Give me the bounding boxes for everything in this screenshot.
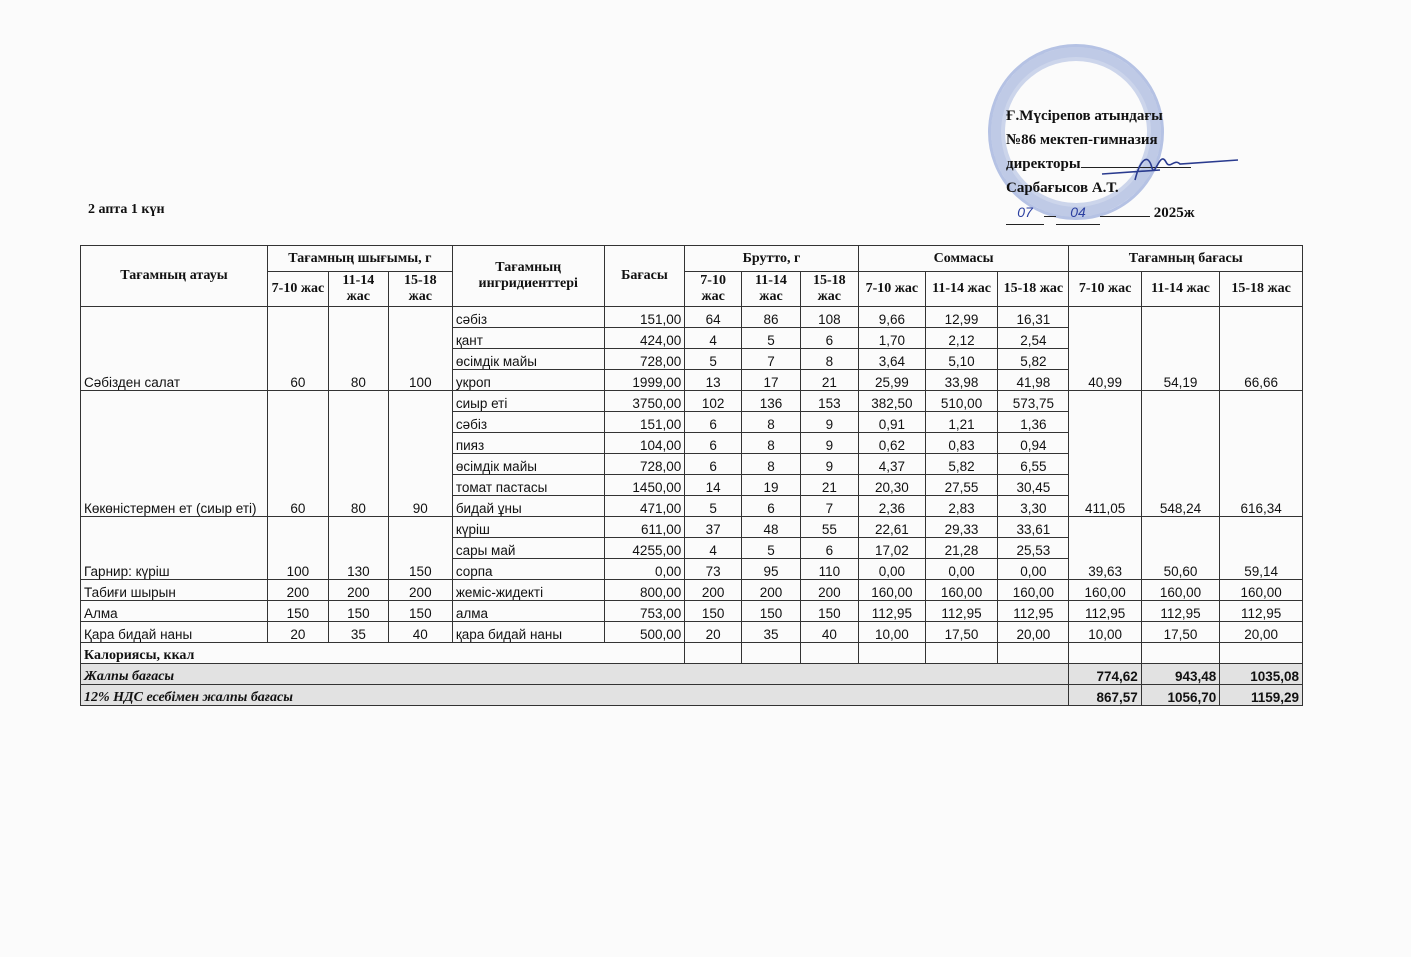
dish-yield: 130 [328, 517, 388, 580]
brutto-value: 7 [800, 496, 858, 517]
brutto-value: 48 [742, 517, 801, 538]
dish-name: Алма [81, 601, 268, 622]
food-price: 59,14 [1220, 517, 1303, 580]
ingredient-price: 4255,00 [604, 538, 685, 559]
brutto-value: 6 [742, 496, 801, 517]
brutto-value: 6 [800, 328, 858, 349]
ingredient-price: 471,00 [604, 496, 685, 517]
brutto-value: 110 [800, 559, 858, 580]
brutto-value: 108 [800, 307, 858, 328]
ingredient-name: сары май [452, 538, 604, 559]
brutto-value: 8 [742, 454, 801, 475]
total-vat-value: 1056,70 [1141, 685, 1220, 706]
approval-line-2: №86 мектеп-гимназия [1006, 132, 1158, 148]
dish-yield: 100 [267, 517, 328, 580]
food-price: 160,00 [1220, 580, 1303, 601]
sum-value: 0,62 [858, 433, 925, 454]
brutto-value: 35 [742, 622, 801, 643]
sum-value: 3,30 [998, 496, 1069, 517]
food-price: 112,95 [1141, 601, 1220, 622]
sum-value: 25,53 [998, 538, 1069, 559]
dish-name: Көкөністермен ет (сиыр еті) [81, 391, 268, 517]
approval-line-1: Ғ.Мүсірепов атындағы [1006, 108, 1163, 124]
ingredient-price: 104,00 [604, 433, 685, 454]
sum-value: 1,36 [998, 412, 1069, 433]
sum-value: 573,75 [998, 391, 1069, 412]
total-value: 774,62 [1069, 664, 1141, 685]
food-price: 10,00 [1069, 622, 1141, 643]
dish-yield: 80 [328, 307, 388, 391]
table-row [81, 307, 1303, 328]
header-age: 15-18 жас [998, 272, 1069, 307]
food-price: 40,99 [1069, 307, 1141, 391]
food-price: 548,24 [1141, 391, 1220, 517]
header-age: 11-14 жас [925, 272, 997, 307]
table-row [81, 391, 1303, 412]
total-label: Жалпы бағасы [81, 664, 1069, 685]
ingredient-name: укроп [452, 370, 604, 391]
brutto-value: 86 [742, 307, 801, 328]
dish-name: Гарнир: күріш [81, 517, 268, 580]
ingredient-price: 728,00 [604, 454, 685, 475]
dish-yield: 100 [388, 307, 452, 391]
table-row [81, 622, 1303, 643]
brutto-value: 20 [685, 622, 742, 643]
sum-value: 0,91 [858, 412, 925, 433]
ingredient-price: 1999,00 [604, 370, 685, 391]
sum-value: 0,94 [998, 433, 1069, 454]
sum-value: 2,54 [998, 328, 1069, 349]
brutto-value: 136 [742, 391, 801, 412]
sum-value: 16,31 [998, 307, 1069, 328]
sum-value: 27,55 [925, 475, 997, 496]
brutto-value: 9 [800, 412, 858, 433]
ingredient-price: 151,00 [604, 412, 685, 433]
header-ingredients: Тағамның ингридиенттері [452, 246, 604, 307]
sum-value: 112,95 [858, 601, 925, 622]
table-row [81, 517, 1303, 538]
ingredient-name: бидай ұны [452, 496, 604, 517]
sum-value: 160,00 [925, 580, 997, 601]
header-food-price: Тағамның бағасы [1069, 246, 1303, 272]
header-age: 15-18 жас [1220, 272, 1303, 307]
brutto-value: 150 [742, 601, 801, 622]
ingredient-name: күріш [452, 517, 604, 538]
dish-name: Сәбізден салат [81, 307, 268, 391]
ingredient-name: алма [452, 601, 604, 622]
food-price: 17,50 [1141, 622, 1220, 643]
header-age: 7-10 жас [267, 272, 328, 307]
sum-value: 17,50 [925, 622, 997, 643]
sum-value: 6,55 [998, 454, 1069, 475]
ingredient-price: 611,00 [604, 517, 685, 538]
ingredient-price: 753,00 [604, 601, 685, 622]
brutto-value: 8 [742, 433, 801, 454]
ingredient-price: 151,00 [604, 307, 685, 328]
sum-value: 5,82 [925, 454, 997, 475]
sum-value: 382,50 [858, 391, 925, 412]
brutto-value: 153 [800, 391, 858, 412]
sum-value: 0,00 [998, 559, 1069, 580]
dish-yield: 35 [328, 622, 388, 643]
sum-value: 1,70 [858, 328, 925, 349]
dish-yield: 150 [267, 601, 328, 622]
food-price: 20,00 [1220, 622, 1303, 643]
brutto-value: 40 [800, 622, 858, 643]
brutto-value: 7 [742, 349, 801, 370]
dish-yield: 150 [388, 601, 452, 622]
header-brutto: Брутто, г [685, 246, 859, 272]
sum-value: 2,83 [925, 496, 997, 517]
brutto-value: 14 [685, 475, 742, 496]
food-price: 66,66 [1220, 307, 1303, 391]
ingredient-name: қант [452, 328, 604, 349]
brutto-value: 6 [800, 538, 858, 559]
sum-value: 29,33 [925, 517, 997, 538]
table-row [81, 580, 1303, 601]
ingredient-name: сорпа [452, 559, 604, 580]
ingredient-price: 0,00 [604, 559, 685, 580]
sum-value: 2,12 [925, 328, 997, 349]
dish-yield: 90 [388, 391, 452, 517]
brutto-value: 5 [742, 538, 801, 559]
dish-yield: 200 [267, 580, 328, 601]
sum-value: 2,36 [858, 496, 925, 517]
sum-value: 0,83 [925, 433, 997, 454]
approval-month: 04 [1056, 200, 1100, 225]
header-age: 7-10 жас [858, 272, 925, 307]
sum-value: 33,98 [925, 370, 997, 391]
total-vat-label: 12% НДС есебімен жалпы бағасы [81, 685, 1069, 706]
sum-value: 112,95 [998, 601, 1069, 622]
ingredient-name: сәбіз [452, 307, 604, 328]
ingredient-name: қара бидай наны [452, 622, 604, 643]
approval-year: 2025ж [1153, 205, 1195, 221]
food-price: 112,95 [1069, 601, 1141, 622]
dish-yield: 60 [267, 391, 328, 517]
food-price: 160,00 [1141, 580, 1220, 601]
sum-value: 4,37 [858, 454, 925, 475]
sum-value: 0,00 [925, 559, 997, 580]
ingredient-price: 728,00 [604, 349, 685, 370]
sum-value: 25,99 [858, 370, 925, 391]
header-age: 7-10 жас [685, 272, 742, 307]
food-price: 616,34 [1220, 391, 1303, 517]
sum-value: 41,98 [998, 370, 1069, 391]
brutto-value: 4 [685, 328, 742, 349]
ingredient-name: сәбіз [452, 412, 604, 433]
brutto-value: 8 [800, 349, 858, 370]
food-price: 54,19 [1141, 307, 1220, 391]
food-price: 39,63 [1069, 517, 1141, 580]
brutto-value: 5 [685, 496, 742, 517]
brutto-value: 4 [685, 538, 742, 559]
total-value: 1035,08 [1220, 664, 1303, 685]
table-row [81, 601, 1303, 622]
brutto-value: 95 [742, 559, 801, 580]
brutto-value: 17 [742, 370, 801, 391]
dish-yield: 20 [267, 622, 328, 643]
sum-value: 1,21 [925, 412, 997, 433]
brutto-value: 6 [685, 412, 742, 433]
ingredient-name: пияз [452, 433, 604, 454]
food-price: 112,95 [1220, 601, 1303, 622]
day-label: 2 апта 1 күн [88, 202, 165, 217]
sum-value: 112,95 [925, 601, 997, 622]
food-price: 411,05 [1069, 391, 1141, 517]
ingredient-name: жеміс-жидекті [452, 580, 604, 601]
header-food-name: Тағамның атауы [81, 246, 268, 307]
dish-yield: 40 [388, 622, 452, 643]
ingredient-price: 500,00 [604, 622, 685, 643]
sum-value: 3,64 [858, 349, 925, 370]
header-age: 11-14 жас [1141, 272, 1220, 307]
sum-value: 12,99 [925, 307, 997, 328]
header-age: 7-10 жас [1069, 272, 1141, 307]
header-age: 11-14 жас [742, 272, 801, 307]
sum-value: 5,10 [925, 349, 997, 370]
total-row [81, 664, 1303, 685]
dish-yield: 60 [267, 307, 328, 391]
total-vat-row [81, 685, 1303, 706]
food-price: 160,00 [1069, 580, 1141, 601]
approval-line-4: Сарбағысов А.Т. [1006, 180, 1119, 196]
ingredient-price: 800,00 [604, 580, 685, 601]
brutto-value: 150 [800, 601, 858, 622]
brutto-value: 5 [742, 328, 801, 349]
sum-value: 21,28 [925, 538, 997, 559]
brutto-value: 9 [800, 433, 858, 454]
brutto-value: 55 [800, 517, 858, 538]
brutto-value: 21 [800, 475, 858, 496]
total-vat-value: 867,57 [1069, 685, 1141, 706]
sum-value: 0,00 [858, 559, 925, 580]
brutto-value: 5 [685, 349, 742, 370]
dish-name: Қара бидай наны [81, 622, 268, 643]
header-age: 11-14 жас [328, 272, 388, 307]
sum-value: 9,66 [858, 307, 925, 328]
ingredient-price: 3750,00 [604, 391, 685, 412]
dish-name: Табиғи шырын [81, 580, 268, 601]
calories-row [81, 643, 1303, 664]
sum-value: 160,00 [858, 580, 925, 601]
approval-date [1006, 200, 1306, 225]
ingredient-name: өсімдік майы [452, 454, 604, 475]
sum-value: 5,82 [998, 349, 1069, 370]
menu-table [80, 245, 1303, 706]
brutto-value: 9 [800, 454, 858, 475]
brutto-value: 6 [685, 433, 742, 454]
sum-value: 20,30 [858, 475, 925, 496]
brutto-value: 6 [685, 454, 742, 475]
header-yield: Тағамның шығымы, г [267, 246, 452, 272]
brutto-value: 8 [742, 412, 801, 433]
calories-label: Калориясы, ккал [81, 643, 685, 664]
header-age: 15-18 жас [800, 272, 858, 307]
sum-value: 22,61 [858, 517, 925, 538]
brutto-value: 200 [800, 580, 858, 601]
ingredient-name: сиыр еті [452, 391, 604, 412]
total-value: 943,48 [1141, 664, 1220, 685]
dish-yield: 200 [328, 580, 388, 601]
dish-yield: 150 [328, 601, 388, 622]
sum-value: 160,00 [998, 580, 1069, 601]
dish-yield: 80 [328, 391, 388, 517]
dish-yield: 200 [388, 580, 452, 601]
dish-yield: 150 [388, 517, 452, 580]
sum-value: 10,00 [858, 622, 925, 643]
sum-value: 20,00 [998, 622, 1069, 643]
signature-icon [1100, 140, 1240, 190]
header-age: 15-18 жас [388, 272, 452, 307]
sum-value: 33,61 [998, 517, 1069, 538]
brutto-value: 200 [742, 580, 801, 601]
total-vat-value: 1159,29 [1220, 685, 1303, 706]
sum-value: 510,00 [925, 391, 997, 412]
food-price: 50,60 [1141, 517, 1220, 580]
brutto-value: 13 [685, 370, 742, 391]
ingredient-name: томат пастасы [452, 475, 604, 496]
brutto-value: 37 [685, 517, 742, 538]
brutto-value: 73 [685, 559, 742, 580]
brutto-value: 19 [742, 475, 801, 496]
header-sum: Соммасы [858, 246, 1069, 272]
ingredient-price: 424,00 [604, 328, 685, 349]
brutto-value: 21 [800, 370, 858, 391]
sum-value: 17,02 [858, 538, 925, 559]
header-price: Бағасы [604, 246, 685, 307]
ingredient-price: 1450,00 [604, 475, 685, 496]
approval-title: директоры [1006, 156, 1081, 172]
ingredient-name: өсімдік майы [452, 349, 604, 370]
brutto-value: 150 [685, 601, 742, 622]
brutto-value: 102 [685, 391, 742, 412]
sum-value: 30,45 [998, 475, 1069, 496]
brutto-value: 64 [685, 307, 742, 328]
approval-day: 07 [1006, 200, 1044, 225]
brutto-value: 200 [685, 580, 742, 601]
